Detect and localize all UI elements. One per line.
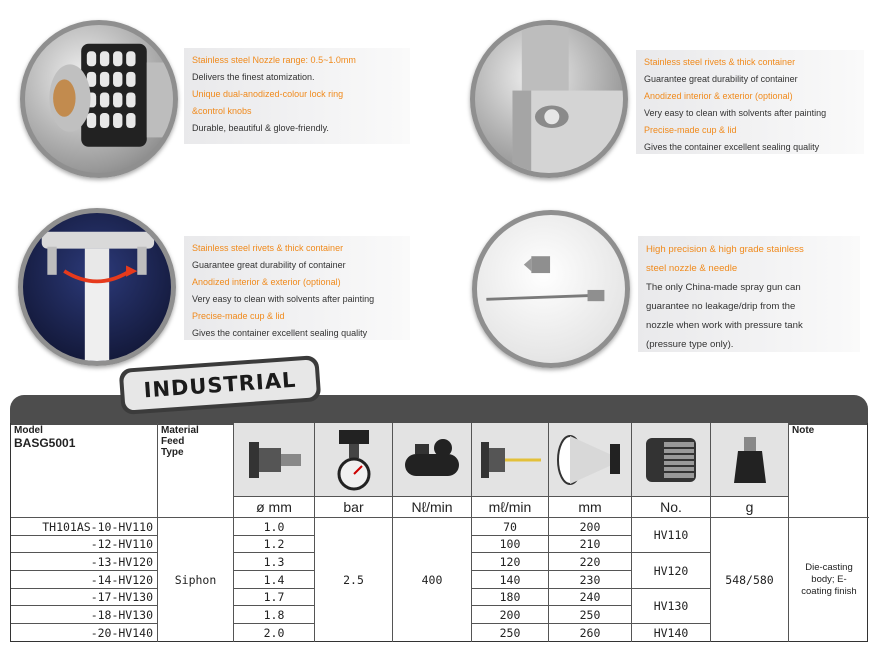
row-model: TH101AS-10-HV110 — [11, 518, 158, 536]
compressor-icon — [401, 436, 463, 484]
feature-line: Gives the container excellent sealing quality — [192, 328, 368, 338]
feature-line: (pressure type only). — [646, 339, 734, 350]
pressure-icon-cell — [315, 423, 393, 497]
feature-line: Very easy to clean with solvents after painting — [192, 294, 375, 304]
feature-panel-nozzle — [184, 48, 410, 144]
pattern-width-icon-cell — [549, 423, 632, 497]
spec-table — [10, 423, 868, 642]
fluid-output-icon-cell — [472, 423, 549, 497]
rivet-closeup-image — [470, 20, 628, 178]
air-cap-icon — [642, 432, 700, 488]
row-flow: 140 — [472, 571, 549, 589]
row-pattern: 240 — [549, 589, 632, 606]
row-pattern: 260 — [549, 624, 632, 642]
note-header — [789, 423, 869, 518]
feature-line: Guarantee great durability of container — [644, 74, 798, 84]
feature-line: Stainless steel Nozzle range: 0.5~1.0mm — [192, 55, 356, 65]
feature-line: Unique dual-anodized-colour lock ring — [192, 89, 344, 99]
row-model: -14-HV120 — [11, 571, 158, 589]
aircap-value: HV140 — [632, 624, 711, 642]
feature-line: Precise-made cup & lid — [644, 125, 737, 135]
row-nozzle: 1.4 — [234, 571, 315, 589]
row-flow: 120 — [472, 553, 549, 571]
feature-line: Anodized interior & exterior (optional) — [644, 91, 793, 101]
row-model: -17-HV130 — [11, 589, 158, 606]
row-pattern: 250 — [549, 606, 632, 624]
feed-label: Material Feed Type — [161, 425, 199, 458]
feature-line: High precision & high grade stainless — [646, 244, 804, 255]
air-consumption-icon-cell — [393, 423, 472, 497]
feature-line: Delivers the finest atomization. — [192, 72, 315, 82]
feature-line: Stainless steel rivets & thick container — [192, 243, 344, 253]
note-value — [789, 518, 869, 642]
nozzle-closeup-image — [20, 20, 178, 178]
feature-line: Gives the container excellent sealing quality — [644, 142, 820, 152]
nozzle-icon — [25, 25, 173, 173]
spray-pattern-icon — [554, 430, 626, 490]
row-model: -12-HV110 — [11, 536, 158, 553]
feature-panel-cup — [184, 236, 410, 340]
cup-lid-image — [18, 208, 176, 366]
model-value: BASG5001 — [14, 436, 76, 450]
row-pattern: 230 — [549, 571, 632, 589]
row-nozzle: 1.2 — [234, 536, 315, 553]
nozzle-icon — [243, 432, 305, 488]
row-pattern: 200 — [549, 518, 632, 536]
row-pattern: 210 — [549, 536, 632, 553]
pressure-value: 2.5 — [315, 518, 393, 642]
unit-air: Nℓ/min — [393, 497, 472, 518]
aircap-value: HV130 — [632, 589, 711, 624]
unit-nozzle: ø mm — [234, 497, 315, 518]
row-nozzle: 1.7 — [234, 589, 315, 606]
needle-image — [472, 210, 630, 368]
feature-panel-needle — [638, 236, 860, 352]
feature-line: Guarantee great durability of container — [192, 260, 346, 270]
weight-icon — [732, 433, 768, 487]
aircap-icon-cell — [632, 423, 711, 497]
feature-line: Stainless steel rivets & thick container — [644, 57, 796, 67]
unit-aircap: No. — [632, 497, 711, 518]
feed-header — [158, 423, 234, 518]
row-pattern: 220 — [549, 553, 632, 571]
unit-weight: g — [711, 497, 789, 518]
air-consumption-value: 400 — [393, 518, 472, 642]
row-nozzle: 1.8 — [234, 606, 315, 624]
row-model: -13-HV120 — [11, 553, 158, 571]
feature-line: steel nozzle & needle — [646, 263, 738, 274]
row-flow: 200 — [472, 606, 549, 624]
model-header — [11, 423, 158, 518]
feature-line: Precise-made cup & lid — [192, 311, 285, 321]
row-flow: 70 — [472, 518, 549, 536]
unit-fluid: mℓ/min — [472, 497, 549, 518]
feature-line: nozzle when work with pressure tank — [646, 320, 803, 331]
rivet-icon — [475, 25, 623, 173]
row-nozzle: 2.0 — [234, 624, 315, 642]
feature-line: &control knobs — [192, 106, 252, 116]
feed-type-value: Siphon — [158, 518, 234, 642]
row-flow: 250 — [472, 624, 549, 642]
weight-icon-cell — [711, 423, 789, 497]
feature-line: Very easy to clean with solvents after painting — [644, 108, 827, 118]
cup-lid-icon — [23, 213, 171, 361]
unit-pressure: bar — [315, 497, 393, 518]
nozzle-size-icon-cell — [234, 423, 315, 497]
row-flow: 180 — [472, 589, 549, 606]
row-nozzle: 1.0 — [234, 518, 315, 536]
row-model: -20-HV140 — [11, 624, 158, 642]
needle-icon — [477, 215, 625, 363]
badge-label: INDUSTRIAL — [123, 359, 317, 410]
feature-line: Durable, beautiful & glove-friendly. — [192, 123, 329, 133]
note-text: Die-casting body; E-coating finish — [801, 562, 857, 597]
row-model: -18-HV130 — [11, 606, 158, 624]
feature-line: Anodized interior & exterior (optional) — [192, 277, 341, 287]
weight-value: 548/580 — [711, 518, 789, 642]
note-label: Note — [792, 425, 815, 436]
unit-pattern: mm — [549, 497, 632, 518]
feature-line: guarantee no leakage/drip from the — [646, 301, 796, 312]
model-label: Model — [14, 425, 43, 436]
fluid-flow-icon — [477, 432, 543, 488]
aircap-value: HV110 — [632, 518, 711, 553]
row-nozzle: 1.3 — [234, 553, 315, 571]
pressure-gauge-icon — [331, 428, 377, 492]
row-flow: 100 — [472, 536, 549, 553]
aircap-value: HV120 — [632, 553, 711, 589]
feature-panel-container — [636, 50, 864, 154]
feature-line: The only China-made spray gun can — [646, 282, 801, 293]
